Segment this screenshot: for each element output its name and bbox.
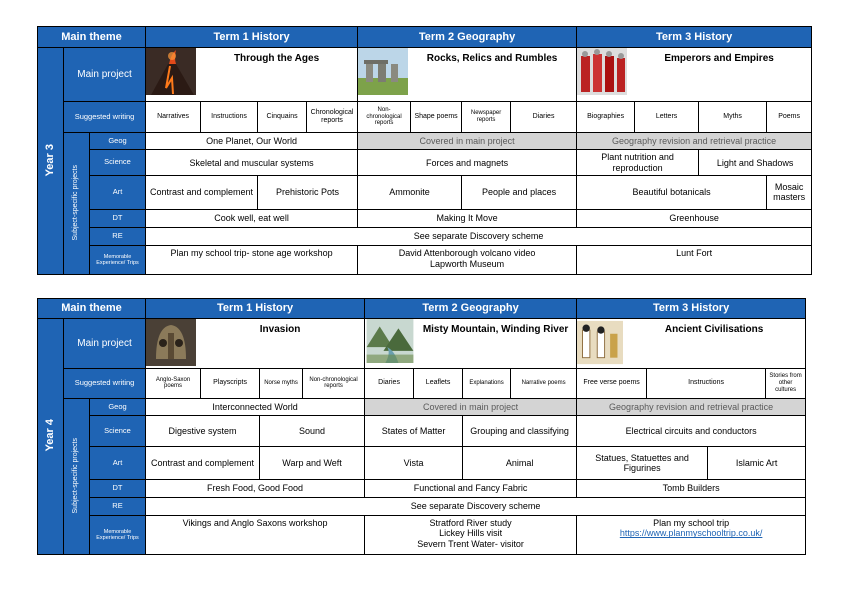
writing-item: Non-chronological reports bbox=[303, 368, 365, 399]
science-term1: Skeletal and muscular systems bbox=[146, 150, 358, 176]
roman-soldiers-image bbox=[577, 48, 627, 95]
term2-header: Term 2 Geography bbox=[358, 27, 577, 48]
dt-label: DT bbox=[90, 210, 146, 228]
term1-header: Term 1 History bbox=[146, 299, 365, 319]
re-label: RE bbox=[90, 228, 146, 246]
project-title: Through the Ages bbox=[233, 53, 320, 65]
writing-item: Cinquains bbox=[258, 101, 307, 133]
memorable-label: Memorable Experience/ Trips bbox=[90, 246, 146, 275]
science-term3: Electrical circuits and conductors bbox=[577, 415, 806, 447]
writing-item: Narrative poems bbox=[511, 368, 577, 399]
mountain-river-image bbox=[365, 319, 415, 363]
science-label: Science bbox=[90, 415, 146, 447]
writing-item: Instructions bbox=[201, 101, 258, 133]
writing-item: Anglo-Saxon poems bbox=[146, 368, 201, 399]
art-term3a: Beautiful botanicals bbox=[577, 175, 767, 209]
main-project-label: Main project bbox=[64, 319, 146, 368]
science-term3a: Plant nutrition and reproduction bbox=[577, 150, 699, 176]
writing-item: Diaries bbox=[511, 101, 577, 133]
project-title: Emperors and Empires bbox=[664, 53, 774, 65]
main-project-label: Main project bbox=[64, 48, 146, 101]
year-label: Year 3 bbox=[38, 48, 64, 275]
dt-term3: Greenhouse bbox=[577, 210, 812, 228]
science-term2: Forces and magnets bbox=[358, 150, 577, 176]
dt-term3: Tomb Builders bbox=[577, 480, 806, 497]
project-title: Ancient Civilisations bbox=[664, 324, 764, 336]
dt-term1: Fresh Food, Good Food bbox=[146, 480, 365, 497]
trip-website-link[interactable]: https://www.planmyschooltrip.co.uk/ bbox=[619, 528, 763, 539]
term2-project bbox=[358, 48, 577, 101]
dt-term2: Making It Move bbox=[358, 210, 577, 228]
memorable-item: Plan my school trip bbox=[653, 518, 730, 529]
science-term2a: States of Matter bbox=[365, 415, 463, 447]
year4-curriculum-table bbox=[37, 298, 806, 555]
memorable-item: David Attenborough volcano video bbox=[398, 248, 536, 259]
writing-item: Playscripts bbox=[201, 368, 260, 399]
writing-item: Norse myths bbox=[260, 368, 303, 399]
geog-term1: Interconnected World bbox=[146, 399, 365, 415]
art-term3b: Islamic Art bbox=[708, 447, 806, 480]
egyptian-painting-image bbox=[577, 319, 623, 366]
dt-term2: Functional and Fancy Fabric bbox=[365, 480, 577, 497]
geog-term1: One Planet, Our World bbox=[146, 133, 358, 150]
re-all-terms: See separate Discovery scheme bbox=[146, 228, 812, 246]
project-title: Invasion bbox=[259, 324, 301, 336]
art-term1a: Contrast and complement bbox=[146, 175, 258, 209]
writing-item: Biographies bbox=[577, 101, 635, 133]
geog-label: Geog bbox=[90, 133, 146, 150]
art-label: Art bbox=[90, 447, 146, 480]
term2-header: Term 2 Geography bbox=[365, 299, 577, 319]
viking-helmet-image bbox=[146, 319, 196, 366]
term2-project bbox=[365, 319, 577, 368]
year-label: Year 4 bbox=[38, 319, 64, 555]
re-all-terms: See separate Discovery scheme bbox=[146, 497, 806, 515]
writing-item: Diaries bbox=[365, 368, 414, 399]
art-term1b: Prehistoric Pots bbox=[258, 175, 358, 209]
art-term1a: Contrast and complement bbox=[146, 447, 260, 480]
science-term1a: Digestive system bbox=[146, 415, 260, 447]
art-term2b: People and places bbox=[462, 175, 577, 209]
year3-curriculum-table bbox=[37, 26, 812, 275]
geog-term2: Covered in main project bbox=[358, 133, 577, 150]
term1-project bbox=[146, 48, 358, 101]
science-term2b: Grouping and classifying bbox=[463, 415, 577, 447]
writing-item: Letters bbox=[635, 101, 699, 133]
term1-header: Term 1 History bbox=[146, 27, 358, 48]
art-term3b: Mosaic masters bbox=[767, 175, 812, 209]
subject-specific-label: Subject-specific projects bbox=[64, 133, 90, 275]
art-term2b: Animal bbox=[463, 447, 577, 480]
writing-item: Poems bbox=[767, 101, 812, 133]
suggested-writing-label: Suggested writing bbox=[64, 368, 146, 399]
memorable-item: Stratford River study bbox=[429, 518, 512, 529]
term1-project bbox=[146, 319, 365, 368]
writing-item: Newspaper reports bbox=[462, 101, 511, 133]
art-term3a: Statues, Statuettes and Figurines bbox=[577, 447, 708, 480]
science-term3b: Light and Shadows bbox=[699, 150, 812, 176]
art-label: Art bbox=[90, 175, 146, 209]
geog-label: Geog bbox=[90, 399, 146, 415]
writing-item: Explanations bbox=[463, 368, 511, 399]
writing-item: Shape poems bbox=[411, 101, 462, 133]
suggested-writing-label: Suggested writing bbox=[64, 101, 146, 133]
memorable-term1: Vikings and Anglo Saxons workshop bbox=[146, 516, 365, 555]
dt-term1: Cook well, eat well bbox=[146, 210, 358, 228]
memorable-label: Memorable Experience/ Trips bbox=[90, 516, 146, 555]
memorable-term2 bbox=[358, 246, 577, 275]
writing-item: Myths bbox=[699, 101, 767, 133]
main-theme-header: Main theme bbox=[38, 299, 146, 319]
writing-item: Free verse poems bbox=[577, 368, 647, 399]
term3-project bbox=[577, 319, 806, 368]
memorable-term2 bbox=[365, 516, 577, 555]
subject-specific-label: Subject-specific projects bbox=[64, 399, 90, 555]
dt-label: DT bbox=[90, 480, 146, 497]
writing-item: Stories from other cultures bbox=[766, 368, 806, 399]
project-title: Misty Mountain, Winding River bbox=[422, 324, 569, 336]
geog-term2: Covered in main project bbox=[365, 399, 577, 415]
memorable-term3: Lunt Fort bbox=[577, 246, 812, 275]
main-theme-header: Main theme bbox=[38, 27, 146, 48]
art-term1b: Warp and Weft bbox=[260, 447, 365, 480]
writing-item: Instructions bbox=[647, 368, 766, 399]
memorable-term3 bbox=[577, 516, 806, 555]
art-term2a: Vista bbox=[365, 447, 463, 480]
term3-header: Term 3 History bbox=[577, 299, 806, 319]
volcano-image bbox=[146, 48, 196, 95]
geog-term3: Geography revision and retrieval practice bbox=[577, 399, 806, 415]
writing-item: Chronological reports bbox=[307, 101, 358, 133]
science-term1b: Sound bbox=[260, 415, 365, 447]
term3-header: Term 3 History bbox=[577, 27, 812, 48]
writing-item: Narratives bbox=[146, 101, 201, 133]
re-label: RE bbox=[90, 497, 146, 515]
project-title: Rocks, Relics and Rumbles bbox=[426, 53, 558, 65]
memorable-item: Lapworth Museum bbox=[430, 258, 505, 269]
memorable-item: Lickey Hills visit bbox=[439, 528, 503, 539]
stonehenge-image bbox=[358, 48, 408, 95]
geog-term3: Geography revision and retrieval practice bbox=[577, 133, 812, 150]
science-label: Science bbox=[90, 150, 146, 176]
memorable-item: Severn Trent Water- visitor bbox=[417, 538, 524, 549]
writing-item: Leaflets bbox=[414, 368, 463, 399]
term3-project bbox=[577, 48, 812, 101]
art-term2a: Ammonite bbox=[358, 175, 462, 209]
memorable-term1: Plan my school trip- stone age workshop bbox=[146, 246, 358, 275]
writing-item: Non-chronological reports bbox=[358, 101, 411, 133]
